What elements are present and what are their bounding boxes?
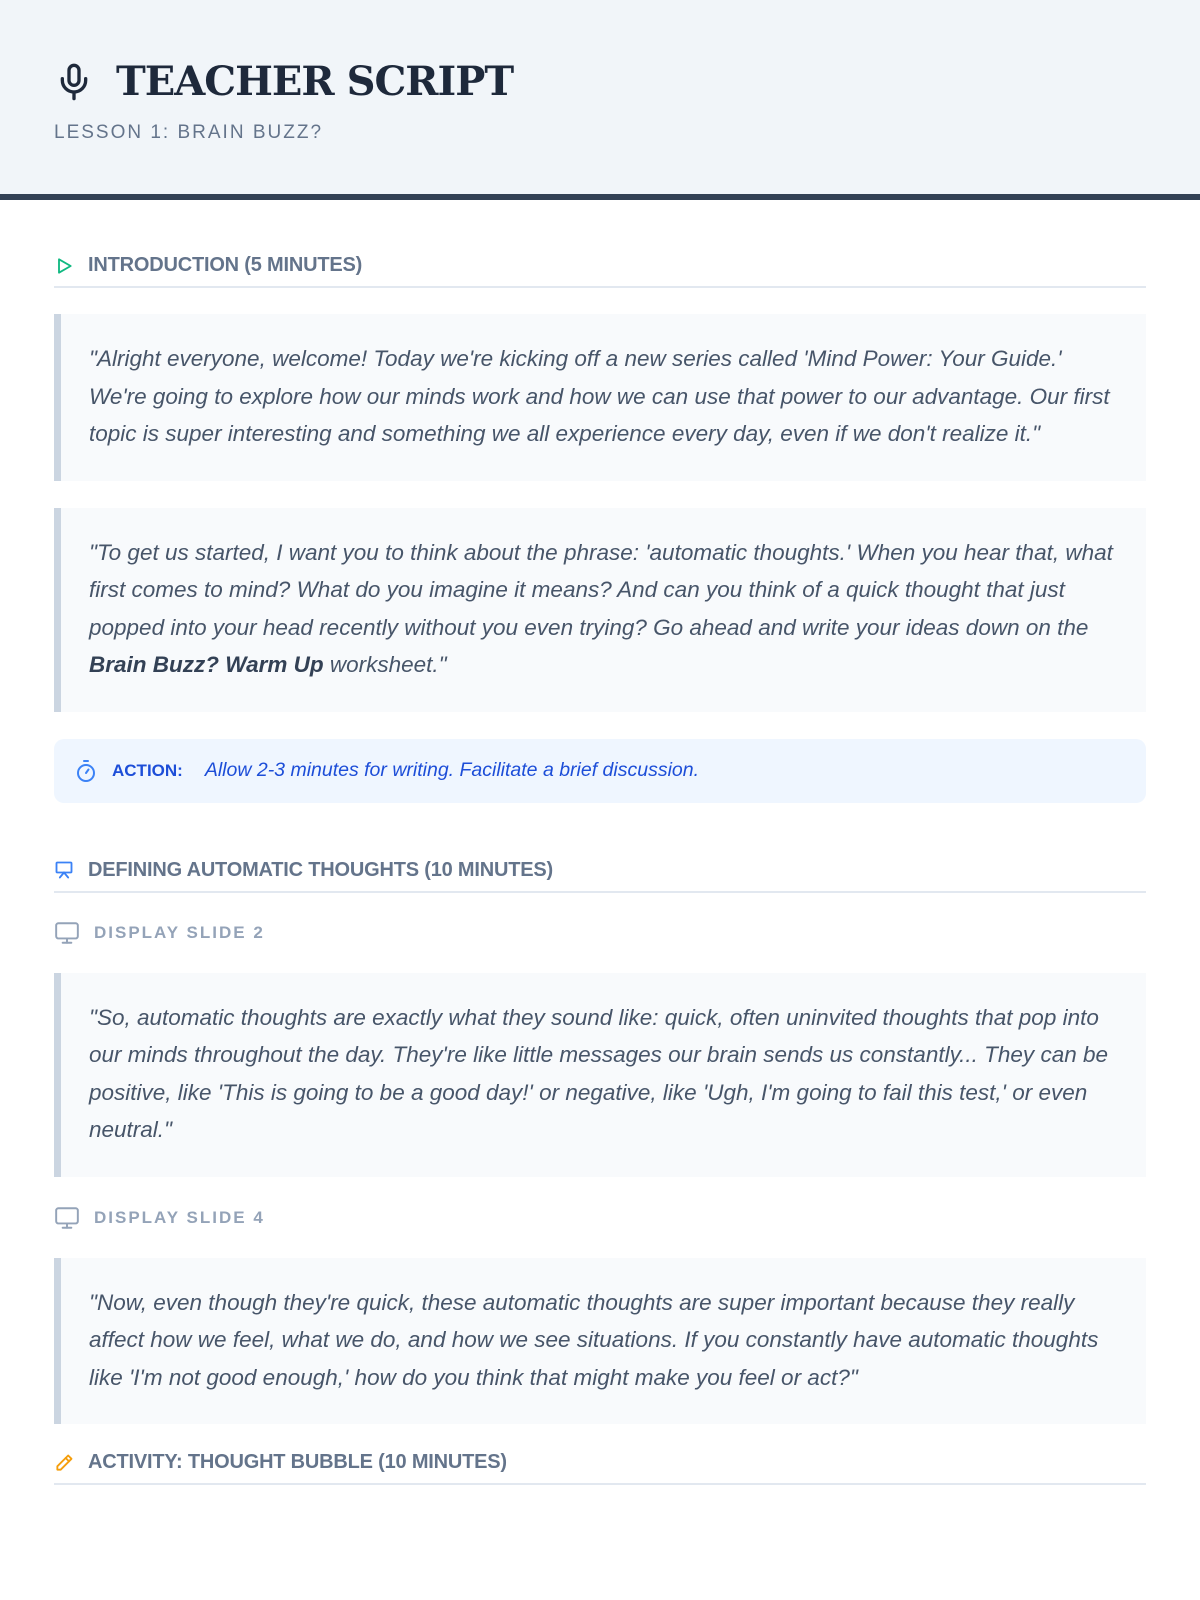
quote-text: "So, automatic thoughts are exactly what they sound like: quick, often uninvited thoughts that pop into our minds throughout the day. They're like little messages our brain sends us constantly... They can be positive, like 'This is going to be a good day!' or negative, like 'Ugh, I'm going to fail this test,' or even neutral." — [89, 1004, 1108, 1142]
microphone-icon — [54, 62, 94, 102]
page-title: TEACHER SCRIPT — [116, 58, 514, 105]
action-text: Allow 2-3 minutes for writing. Facilitate a brief discussion. — [204, 759, 700, 781]
script-content — [0, 200, 1200, 1485]
title-row — [54, 58, 1146, 106]
section-title: ACTIVITY: THOUGHT BUBBLE (10 MINUTES) — [88, 1451, 507, 1473]
script-quote — [54, 314, 1146, 481]
monitor-icon — [54, 920, 80, 946]
script-quote — [54, 1258, 1146, 1425]
action-callout — [54, 739, 1146, 803]
pencil-icon — [54, 1453, 74, 1473]
section-activity-heading — [54, 1451, 1146, 1485]
action-label: ACTION: — [112, 760, 183, 780]
play-icon — [54, 256, 74, 276]
section-defining-heading — [54, 859, 1146, 893]
quote-text: "Alright everyone, welcome! Today we're kicking off a new series called 'Mind Power: Your Guide.' We're going to explore how our minds work and how we can use that power to our advantage. Our first topic is super interesting and something we all experience every day, even if we don't realize it." — [89, 346, 1110, 446]
slide-cue — [54, 1204, 1146, 1232]
stopwatch-icon — [74, 759, 98, 783]
slide-cue — [54, 919, 1146, 947]
section-title: INTRODUCTION (5 MINUTES) — [88, 254, 363, 276]
script-quote — [54, 508, 1146, 712]
section-introduction-heading — [54, 254, 1146, 288]
presentation-icon — [54, 860, 74, 880]
lesson-subtitle: LESSON 1: BRAIN BUZZ? — [54, 122, 324, 143]
page-header — [0, 0, 1200, 200]
quote-text: "Now, even though they're quick, these automatic thoughts are super important because they really affect how we feel, what we do, and how we see situations. If you constantly have automatic thoughts like 'I'm not good enough,' how do you think that might make you feel or act?" — [89, 1289, 1099, 1390]
monitor-icon — [54, 1205, 80, 1231]
section-title: DEFINING AUTOMATIC THOUGHTS (10 MINUTES) — [88, 858, 553, 881]
slide-cue-label: DISPLAY SLIDE 4 — [94, 1207, 265, 1227]
quote-text-end: worksheet." — [323, 652, 447, 677]
worksheet-name: Brain Buzz? Warm Up — [89, 652, 324, 677]
quote-text: "To get us started, I want you to think about the phrase: 'automatic thoughts.' When you hear that, what first comes to mind? What do you imagine it means? And can you think of a quick thought that just popped into your head recently without you even trying? Go ahead and write your ideas down on the — [89, 539, 1113, 640]
script-quote — [54, 973, 1146, 1177]
slide-cue-label: DISPLAY SLIDE 2 — [94, 922, 265, 942]
